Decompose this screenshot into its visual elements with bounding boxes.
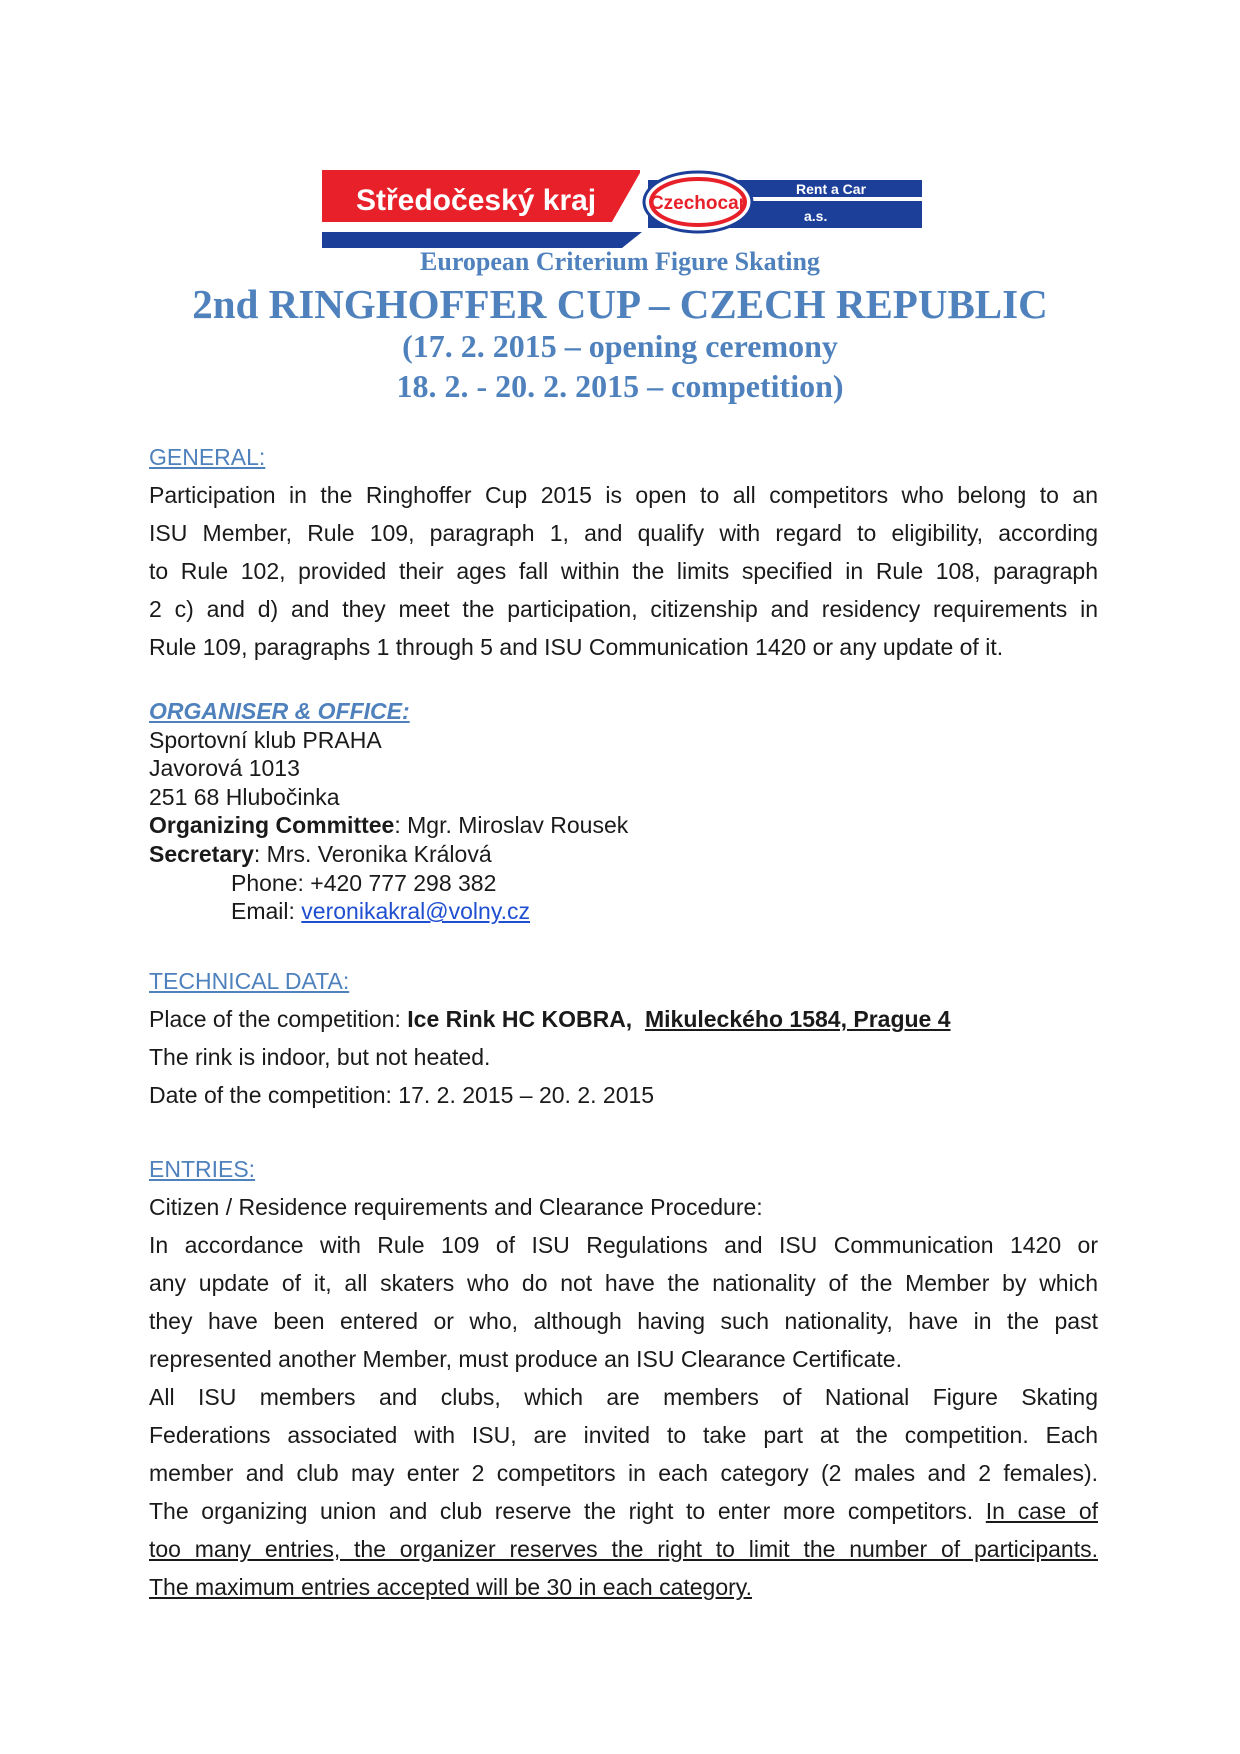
committee-label: Organizing Committee <box>149 812 395 839</box>
entries-line-plain: The organizing union and club reserve the right to enter more competitors. <box>149 1498 986 1524</box>
czechocar-logo <box>644 172 922 232</box>
secretary-label: Secretary <box>149 840 254 867</box>
general-line: to Rule 102, provided their ages fall within the limits specified in Rule 108, paragraph <box>149 558 1098 584</box>
organiser-city: 251 68 Hlubočinka <box>149 783 340 810</box>
entries-line: they have been entered or who, although having such nationality, have in the past <box>149 1308 1098 1334</box>
entries-heading: ENTRIES: <box>149 1156 256 1182</box>
event-dates-line1: (17. 2. 2015 – opening ceremony <box>402 328 838 364</box>
entries-section <box>149 1150 1098 1606</box>
email-label: Email: <box>231 898 302 925</box>
rink-note: The rink is indoor, but not heated. <box>149 1044 491 1070</box>
committee-value: : Mgr. Miroslav Rousek <box>394 812 629 839</box>
competition-place <box>149 1000 1098 1038</box>
stredocesky-kraj-logo <box>322 170 644 248</box>
secretary <box>149 840 1098 869</box>
right-logo-tag2: a.s. <box>804 208 828 224</box>
general-line: ISU Member, Rule 109, paragraph 1, and qualify with regard to eligibility, according <box>149 520 1098 546</box>
entries-line: member and club may enter 2 competitors in each category (2 males and 2 females). <box>149 1460 1098 1486</box>
organiser-heading: ORGANISER & OFFICE: <box>149 698 410 724</box>
entries-line: Federations associated with ISU, are invited to take part at the competition. Each <box>149 1422 1098 1448</box>
logos-graphic <box>322 170 922 248</box>
entries-line: any update of it, all skaters who do not have the nationality of the Member by which <box>149 1270 1098 1296</box>
entries-intro: Citizen / Residence requirements and Clearance Procedure: <box>149 1194 763 1220</box>
event-dates-line2: 18. 2. - 20. 2. 2015 – competition) <box>396 368 844 404</box>
sponsor-logos <box>322 170 922 248</box>
organiser-street: Javorová 1013 <box>149 755 300 782</box>
general-section <box>149 438 1098 666</box>
event-title: 2nd RINGHOFFER CUP – CZECH REPUBLIC <box>192 281 1048 327</box>
organiser-club: Sportovní klub PRAHA <box>149 726 382 753</box>
competition-date: Date of the competition: 17. 2. 2015 – 20. 2. 2015 <box>149 1082 655 1108</box>
right-logo-tag1: Rent a Car <box>796 181 867 197</box>
technical-section <box>149 962 1098 1114</box>
general-line: Rule 109, paragraphs 1 through 5 and ISU Communication 1420 or any update of it. <box>149 634 1004 660</box>
right-logo-brand: Czechocar <box>649 193 747 214</box>
left-logo-text: Středočeský kraj <box>356 184 597 217</box>
place-label: Place of the competition: <box>149 1006 408 1032</box>
secretary-phone: Phone: +420 777 298 382 <box>231 869 497 896</box>
general-line: Participation in the Ringhoffer Cup 2015 is open to all competitors who belong to an <box>149 482 1098 508</box>
organizing-committee <box>149 811 1098 840</box>
secretary-email <box>149 897 1098 926</box>
organiser-section <box>149 697 1098 926</box>
general-line: 2 c) and d) and they meet the participation, citizenship and residency requirements in <box>149 596 1098 622</box>
entries-line: represented another Member, must produce an ISU Clearance Certificate. <box>149 1346 902 1372</box>
place-venue: Ice Rink HC KOBRA, <box>407 1006 633 1032</box>
email-link[interactable]: veronikakral@volny.cz <box>301 898 531 925</box>
entries-max-line: The maximum entries accepted will be 30 in each category. <box>149 1574 752 1600</box>
entries-line-underlined: In case of <box>985 1498 1098 1524</box>
event-subtitle: European Criterium Figure Skating <box>420 247 820 276</box>
entries-line <box>149 1492 1098 1530</box>
general-heading: GENERAL: <box>149 444 266 470</box>
entries-limit-line: too many entries, the organizer reserves the right to limit the number of participants. <box>149 1536 1098 1562</box>
secretary-value: : Mrs. Veronika Králová <box>253 840 492 867</box>
place-address: Mikuleckého 1584, Prague 4 <box>644 1006 951 1032</box>
entries-line: In accordance with Rule 109 of ISU Regulations and ISU Communication 1420 or <box>149 1232 1098 1258</box>
technical-heading: TECHNICAL DATA: <box>149 968 350 994</box>
entries-line: All ISU members and clubs, which are members of National Figure Skating <box>149 1384 1098 1410</box>
